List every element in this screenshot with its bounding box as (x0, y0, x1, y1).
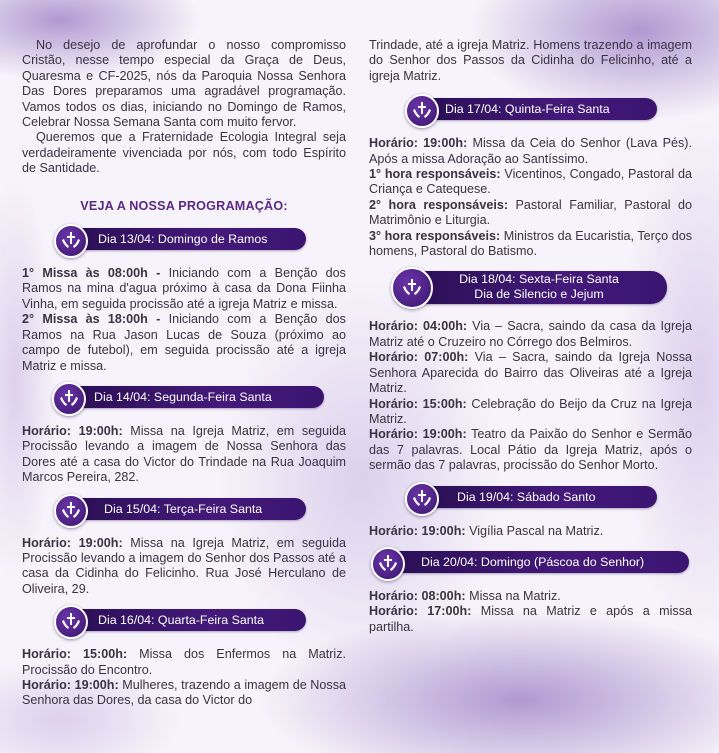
day-banner-15-04 (22, 494, 346, 524)
day-title: Dia 14/04: Segunda-Feira Santa (94, 389, 272, 404)
schedule-item: Horário: 08:00h: Missa na Matriz. (369, 588, 561, 603)
day-banner-18-04 (369, 267, 692, 307)
schedule-item: Horário: 15:00h: Celebração do Beijo da Cruz na Igreja Matriz. (369, 396, 692, 426)
day-title: Dia 16/04: Quarta-Feira Santa (98, 613, 264, 628)
program-heading: VEJA A NOSSA PROGRAMAÇÃO: (80, 198, 288, 213)
schedule-item-continued: Trindade, até a igreja Matriz. Homens trazendo a imagem do Senhor dos Passos da Cidinha do Felicinho, até a igreja Matriz. (369, 38, 692, 83)
left-column (22, 38, 346, 709)
day-title: Dia 18/04: Sexta-Feira Santa (459, 272, 619, 287)
schedule-item: 1° Missa às 08:00h - Iniciando com a Benção dos Ramos na mina d'agua próximo à casa da Dona Fiinha Vinha, em seguida procissão até a igreja Matriz e missa. (22, 266, 346, 311)
schedule-item: Horário: 17:00h: Missa na Matriz e após a missa partilha. (369, 604, 693, 634)
day-title: Dia 13/04: Domingo de Ramos (98, 232, 268, 247)
day-banner-20-04 (369, 547, 692, 577)
day-title: Dia 15/04: Terça-Feira Santa (104, 501, 263, 516)
day-banner-17-04 (369, 94, 692, 124)
schedule-item: Horário: 19:00h: Missa na Igreja Matriz, em seguida Procissão levando a imagem do Senhor dos Passos até a casa da Cidinha do Felicinho. Rua José Herculano de Oliveira, 29. (22, 535, 346, 596)
day-title: Dia 17/04: Quinta-Feira Santa (445, 102, 610, 117)
schedule-item: Horário: 19:00h: Vigília Pascal na Matriz. (369, 523, 604, 538)
cross-hands-icon (405, 482, 439, 516)
schedule-item: Horário: 07:00h: Via – Sacra, saindo da Igreja Nossa Senhora Aparecida do Bairro das Oliveiras até a Igreja Matriz. (369, 350, 693, 396)
schedule-item: Horário: 19:00h: Missa na Igreja Matriz, em seguida Procissão levando a imagem de Nossa Senhora das Dores até a casa do Victor do Trindade na Rua Joaquim Marcos Pereira, 282. (22, 423, 346, 485)
schedule-item: 3° hora responsáveis: Ministros da Eucaristia, Terço dos homens, Pastoral do Batismo. (369, 228, 692, 259)
day-banner-14-04 (22, 382, 346, 412)
intro-paragraph-1: No desejo de aprofundar o nosso compromisso Cristão, nesse tempo especial da Graça de Deus, Quaresma e CF-2025, nós da Paroquia Nossa Senhora Das Dores preparamos uma agradável programação. Vamos todos os dias, iniciando no Domingo de Ramos, Celebrar Nossa Semana Santa com muito fervor. (22, 38, 346, 130)
cross-hands-icon (405, 94, 439, 128)
cross-hands-icon (54, 605, 88, 639)
right-column (369, 38, 692, 635)
cross-hands-icon (54, 224, 88, 258)
cross-hands-icon (371, 547, 405, 581)
day-subtitle: Dia de Silencio e Jejum (474, 287, 604, 302)
schedule-item: 2° hora responsáveis: Pastoral Familiar, Pastoral do Matrimônio e Liturgia. (369, 197, 692, 228)
schedule-item: Horário: 15:00h: Missa dos Enfermos na Matriz. Procissão do Encontro. (22, 647, 347, 677)
schedule-item: 2° Missa às 18:00h - Iniciando com a Benção dos Ramos na Rua Jason Lucas de Souza (próximo ao campo de futebol), em seguida procissão até a igreja Matriz e missa. (22, 312, 346, 373)
day-banner-13-04 (22, 224, 346, 254)
intro-paragraph-2: Queremos que a Fraternidade Ecologia Integral seja verdadeiramente vivenciada por nós, com todo Espírito de Santidade. (22, 130, 346, 176)
schedule-item: Horário: 19:00h: Teatro da Paixão do Senhor e Sermão das 7 palavras. Local Pátio da Igreja Matriz, após o sermão das 7 palavras, procissão do Senhor Morto. (369, 427, 693, 473)
day-title: Dia 20/04: Domingo (Páscoa do Senhor) (421, 554, 645, 569)
day-banner-16-04 (22, 605, 346, 635)
cross-hands-icon (54, 494, 88, 528)
schedule-item: 1° hora responsáveis: Vicentinos, Congado, Pastoral da Criança e Catequese. (369, 167, 692, 197)
schedule-item: Horário: 19:00h: Mulheres, trazendo a imagem de Nossa Senhora das Dores, da casa do Victor do (22, 677, 346, 708)
schedule-item: Horário: 04:00h: Via – Sacra, saindo da casa da Igreja Matriz até o Cruzeiro no Córrego dos Belmiros. (369, 319, 692, 349)
day-banner-19-04 (369, 482, 692, 512)
cross-hands-icon (52, 382, 86, 416)
schedule-item: Horário: 19:00h: Missa da Ceia do Senhor (Lava Pés). Após a missa Adoração ao Santíssimo. (369, 136, 692, 166)
intro (22, 38, 346, 177)
day-title: Dia 19/04: Sábado Santo (457, 489, 596, 504)
